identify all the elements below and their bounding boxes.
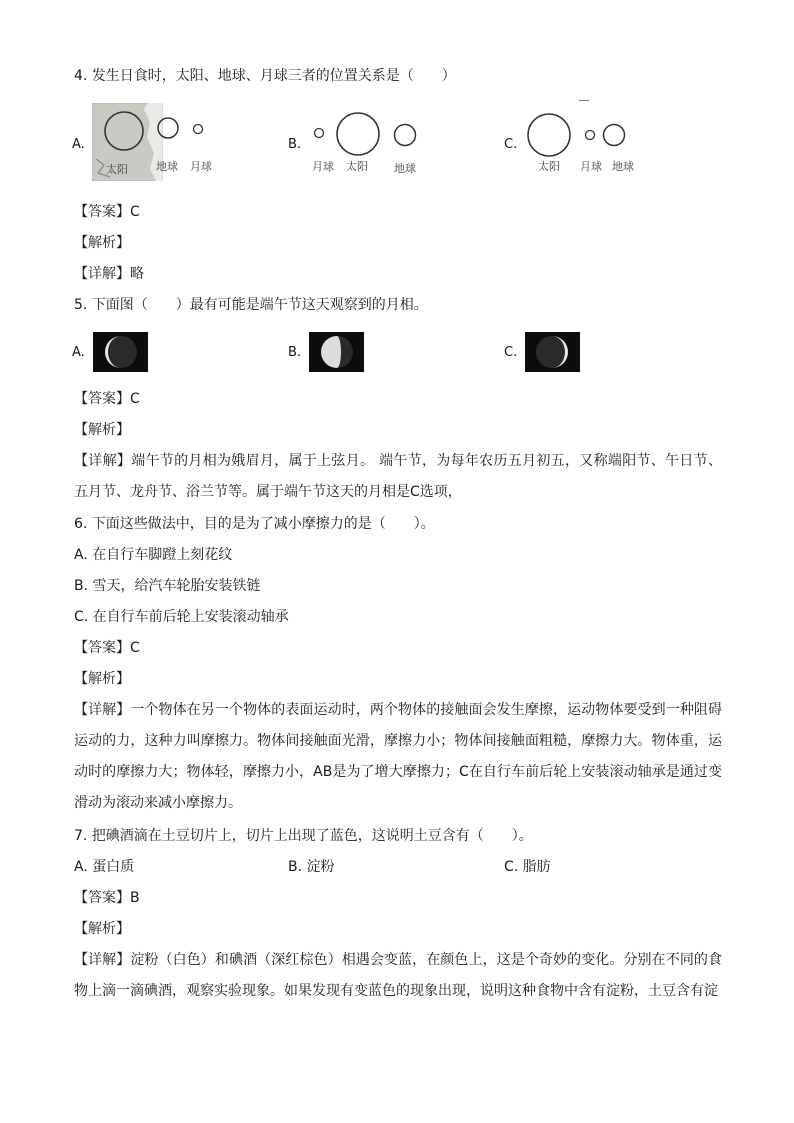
q7-detail: 【详解】淀粉（白色）和碘酒（深红棕色）相遇会变蓝，在颜色上，这是个奇妙的变化。分别在不同的食物上滴一滴碘酒，观察实验现象。如果发现有变蓝色的现象出现，说明这种食物中含有淀粉，土豆含有淀 bbox=[74, 952, 722, 999]
q4-c-caption-sun: 太阳 bbox=[538, 160, 560, 173]
q4-option-c-label: C. bbox=[504, 137, 518, 152]
q4-b-caption-earth: 地球 bbox=[394, 162, 416, 175]
q7-option-a: A. 蛋白质 bbox=[74, 859, 135, 875]
q6-option-b: B. 雪天，给汽车轮胎安装铁链 bbox=[74, 578, 261, 594]
q7-option-b: B. 淀粉 bbox=[288, 859, 335, 875]
q4-c-caption-earth: 地球 bbox=[612, 160, 634, 173]
moon-circle bbox=[194, 125, 203, 134]
q5-option-c-moon-image bbox=[525, 332, 580, 372]
q4-option-a-figure bbox=[92, 103, 222, 181]
q4-question: 4. 发生日食时，太阳、地球、月球三者的位置关系是（ ） bbox=[74, 68, 456, 84]
q7-analysis: 【解析】 bbox=[74, 921, 130, 937]
q6-answer: 【答案】C bbox=[74, 640, 140, 656]
q4-analysis: 【解析】 bbox=[74, 235, 130, 251]
q5-analysis: 【解析】 bbox=[74, 422, 130, 438]
q4-a-caption-sun: 太阳 bbox=[106, 163, 128, 176]
q4-b-caption-sun: 太阳 bbox=[346, 160, 368, 173]
q4-a-caption-earth: 地球 bbox=[156, 160, 178, 173]
q4-option-b-label: B. bbox=[288, 137, 302, 152]
moon-circle bbox=[586, 131, 595, 140]
q4-detail: 【详解】略 bbox=[74, 266, 144, 282]
earth-circle bbox=[604, 125, 625, 146]
sun-circle bbox=[337, 113, 379, 155]
q6-question: 6. 下面这些做法中，目的是为了减小摩擦力的是（ ）。 bbox=[74, 516, 435, 532]
moon-circle bbox=[315, 129, 324, 138]
q5-detail: 【详解】端午节的月相为娥眉月，属于上弦月。 端午节，为每年农历五月初五，又称端阳节、午日节、五月节、龙舟节、浴兰节等。属于端午节这天的月相是C选项， bbox=[74, 453, 722, 500]
q6-analysis: 【解析】 bbox=[74, 671, 130, 687]
q4-a-caption-moon: 月球 bbox=[190, 160, 212, 173]
q6-detail: 【详解】一个物体在另一个物体的表面运动时，两个物体的接触面会发生摩擦，运动物体要受到一种阻碍运动的力，这种力叫摩擦力。物体间接触面光滑，摩擦力小；物体间接触面粗糙，摩擦力大。物体重，运动时的摩擦力大；物体轻，摩擦力小，AB是为了增大摩擦力；C在自行车前后轮上安装滚动轴承是通过变滑动为滚动来减小摩擦力。 bbox=[74, 702, 722, 811]
q6-option-a: A. 在自行车脚蹬上刻花纹 bbox=[74, 547, 233, 563]
earth-circle bbox=[395, 125, 416, 146]
q7-answer: 【答案】B bbox=[74, 890, 140, 906]
q7-question: 7. 把碘酒滴在土豆切片上，切片上出现了蓝色，这说明土豆含有（ ）。 bbox=[74, 828, 533, 844]
q5-option-b-moon-image bbox=[309, 332, 364, 372]
q4-option-a-label: A. bbox=[72, 137, 85, 152]
stray-mark bbox=[579, 100, 589, 101]
q5-option-c-label: C. bbox=[504, 345, 518, 360]
q5-answer: 【答案】C bbox=[74, 391, 140, 407]
q4-option-b-figure bbox=[308, 108, 428, 178]
q5-option-a-moon-image bbox=[93, 332, 148, 372]
q5-question: 5. 下面图（ ）最有可能是端午节这天观察到的月相。 bbox=[74, 297, 428, 313]
q4-option-c-figure bbox=[524, 108, 644, 178]
q5-option-b-label: B. bbox=[288, 345, 302, 360]
q4-answer: 【答案】C bbox=[74, 204, 140, 220]
q7-option-c: C. 脂肪 bbox=[504, 859, 551, 875]
sun-circle bbox=[528, 114, 570, 156]
q4-c-caption-moon: 月球 bbox=[580, 160, 602, 173]
q5-option-a-label: A. bbox=[72, 345, 85, 360]
q6-option-c: C. 在自行车前后轮上安装滚动轴承 bbox=[74, 609, 289, 625]
q4-b-caption-moon: 月球 bbox=[312, 160, 334, 173]
